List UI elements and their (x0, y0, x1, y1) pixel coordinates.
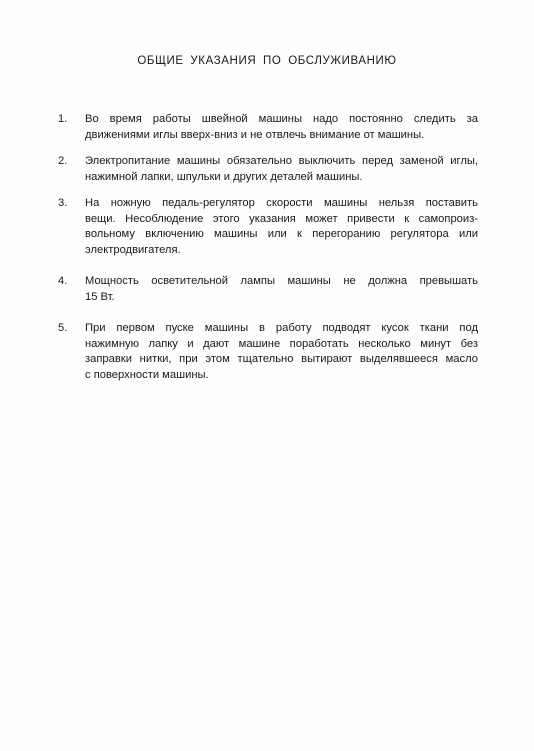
list-item (58, 112, 478, 143)
text-line: Электропитание машины обязательно выключить перед заменой иглы, (85, 155, 478, 167)
text-line: электродвигателя. (85, 243, 181, 256)
text-line: нажимной лапки, шпульки и других деталей машины. (85, 170, 363, 183)
item-text (85, 321, 478, 383)
list-item (58, 196, 478, 258)
item-number: 5. (58, 322, 68, 334)
item-number: 3. (58, 197, 68, 209)
item-text (85, 154, 478, 185)
text-line: 15 Вт. (85, 290, 115, 303)
text-line: заправки нитки, при этом тщательно вытирают выделявшееся масло (85, 353, 478, 365)
text-line: движениями иглы вверх-вниз и не отвлечь внимание от машины. (85, 128, 425, 141)
text-line: с поверхности машины. (85, 368, 209, 381)
list-item (58, 274, 478, 305)
item-text (85, 112, 478, 143)
text-line: На ножную педаль-регулятор скорости машины нельзя поставить (85, 197, 478, 209)
text-line: Во время работы швейной машины надо постоянно следить за (85, 113, 478, 125)
item-text (85, 196, 478, 258)
text-line: При первом пуске машины в работу подводят кусок ткани под (85, 322, 478, 334)
text-line: нажимную лапку и дают машине поработать несколько минут без (85, 337, 478, 350)
page-title: ОБЩИЕ УКАЗАНИЯ ПО ОБСЛУЖИВАНИЮ (137, 55, 397, 67)
item-text (85, 274, 478, 305)
instruction-list (58, 112, 478, 383)
item-number: 1. (58, 113, 68, 125)
text-line: вольному включению машины или к перегоранию регулятора или (85, 228, 478, 240)
text-line: вещи. Несоблюдение этого указания может привести к самопроиз- (85, 212, 478, 225)
item-number: 4. (58, 275, 68, 287)
list-item (58, 154, 478, 185)
list-item (58, 321, 478, 383)
text-line: Мощность осветительной лампы машины не должна превышать (85, 275, 478, 287)
item-number: 2. (58, 155, 68, 167)
